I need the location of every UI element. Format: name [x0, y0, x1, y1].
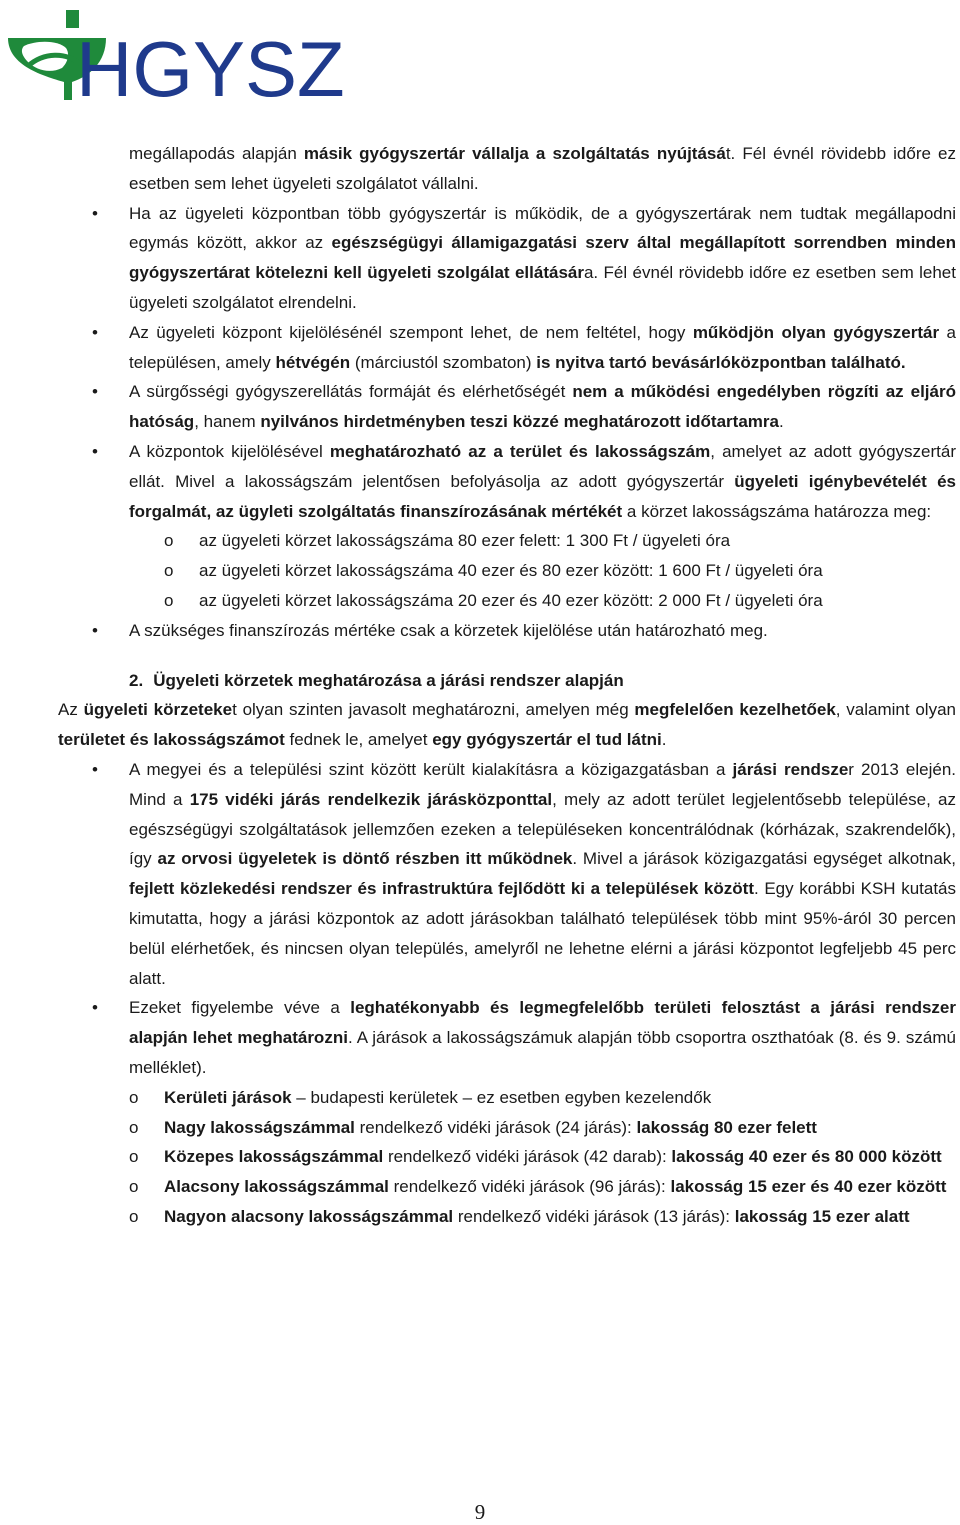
sub-list-item: o Nagy lakosságszámmal rendelkező vidéki járások (24 járás): lakosság 80 ezer felett [58, 1113, 956, 1143]
paragraph: Az ügyeleti körzeteket olyan szinten javasolt meghatározni, amelyen még megfelelően kezelhetőek, valamint olyan területet és lakosságszámot fednek le, amelyet egy gyógyszertár el tud látni. [58, 700, 956, 750]
bullet-item: • A sürgősségi gyógyszerellátás formáját és elérhetőségét nem a működési engedélyben rögzíti az eljáró hatóság, hanem nyilvános hirdetményben teszi közzé meghatározott időtartamra. [58, 377, 956, 437]
bullet-item: • Az ügyeleti központ kijelölésénél szempont lehet, de nem feltétel, hogy működjön olyan gyógyszertár a településen, amely hétvégén (márciustól szombaton) is nyitva tartó bevásárlóközpontban található. [58, 318, 956, 378]
bullet-item: • Ezeket figyelembe véve a leghatékonyabb és legmegfelelőbb területi felosztást a járási rendszer alapján lehet meghatározni. A járások a lakosságszámuk alapján több csoportra oszthatóak (8. és 9. számú melléklet). [58, 993, 956, 1082]
logo-emblem-icon [6, 4, 345, 113]
document-body [58, 139, 956, 1232]
section-heading: 2. Ügyeleti körzetek meghatározása a járási rendszer alapján [129, 670, 624, 690]
bullet-item: • A megyei és a települési szint között került kialakításra a közigazgatásban a járási rendszer 2013 elején. Mind a 175 vidéki járás rendelkezik járásközponttal, mely az adott terület legjelentősebb települése, az egészségügyi szolgáltatások jellemzően ezeken a településeken koncentrálódnak (kórházak, szakrendelők), így az orvosi ügyeletek is döntő részben itt működnek. Mivel a járások közigazgatási egységet alkotnak, fejlett közlekedési rendszer és infrastruktúra fejlődött ki a települések között. Egy korábbi KSH kutatás kimutatta, hogy a járási központok az adott járásokban található települések több mint 95%-áról 30 percen belül elérhetőek, és nincsen olyan település, amelyről ne lehetne elérni a járási központot legfeljebb 45 perc alatt. [58, 755, 956, 993]
svg-text:HGYSZ: HGYSZ [76, 25, 345, 113]
bullet-item: • A központok kijelölésével meghatározható az a terület és lakosságszám, amelyet az adott gyógyszertár ellát. Mivel a lakosságszám jelentősen befolyásolja az adott gyógyszertár ügyeleti igénybevételét és forgalmát, az ügyleti szolgáltatás finanszírozásának mértékét a körzet lakosságszáma határozza meg: [58, 437, 956, 526]
paragraph-continuation: megállapodás alapján másik gyógyszertár vállalja a szolgáltatás nyújtását. Fél évnél rövidebb időre ez esetben sem lehet ügyeleti szolgálatot vállalni. [129, 144, 956, 193]
bullet-item: • A szükséges finanszírozás mértéke csak a körzetek kijelölése után határozható meg. [58, 616, 956, 646]
sub-list-item: o az ügyeleti körzet lakosságszáma 40 ezer és 80 ezer között: 1 600 Ft / ügyeleti óra [58, 556, 956, 586]
sub-list-item: o Kerületi járások – budapesti kerületek – ez esetben egyben kezelendők [58, 1083, 956, 1113]
sub-list-item: o Közepes lakosságszámmal rendelkező vidéki járások (42 darab): lakosság 40 ezer és 80 000 között [58, 1142, 956, 1172]
sub-list-item: o az ügyeleti körzet lakosságszáma 20 ezer és 40 ezer között: 2 000 Ft / ügyeleti óra [58, 586, 956, 616]
hgysz-logo [6, 4, 345, 113]
sub-list-item: o Nagyon alacsony lakosságszámmal rendelkező vidéki járások (13 járás): lakosság 15 ezer alatt [58, 1202, 956, 1232]
sub-list-item: o az ügyeleti körzet lakosságszáma 80 ezer felett: 1 300 Ft / ügyeleti óra [58, 526, 956, 556]
sub-list-item: o Alacsony lakosságszámmal rendelkező vidéki járások (96 járás): lakosság 15 ezer és 40 ezer között [58, 1172, 956, 1202]
page-number: 9 [474, 1500, 486, 1524]
bullet-item: • Ha az ügyeleti központban több gyógyszertár is működik, de a gyógyszertárak nem tudtak megállapodni egymás között, akkor az egészségügyi államigazgatási szerv által megállapított sorrendben minden gyógyszertárat kötelezni kell ügyeleti szolgálat ellátására. Fél évnél rövidebb időre ez esetben sem lehet ügyeleti szolgálatot elrendelni. [58, 199, 956, 318]
